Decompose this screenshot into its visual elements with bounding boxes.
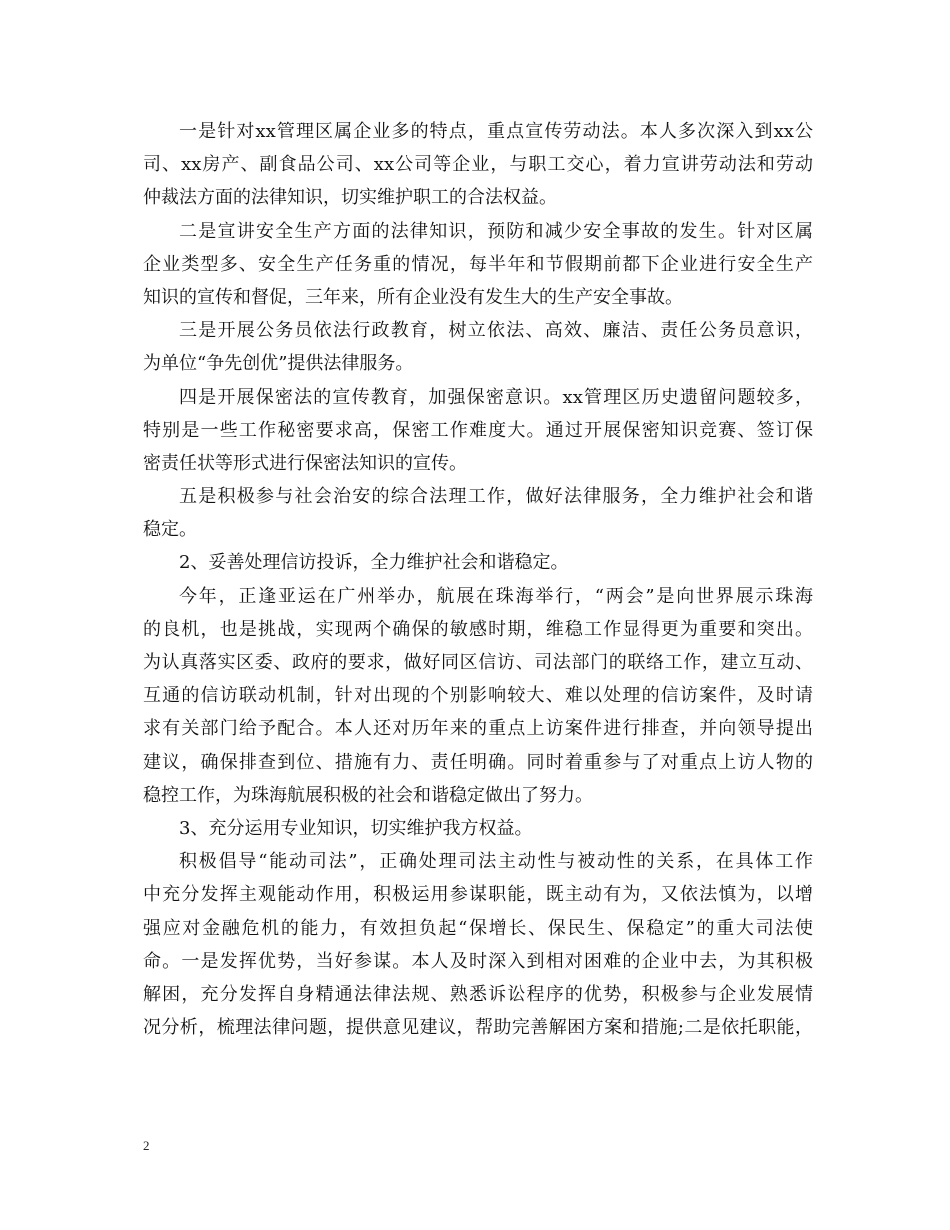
text-line: 四是开展保密法的宣传教育，加强保密意识。xx管理区历史遗留问题较多，: [179, 386, 813, 408]
text-line: 3、充分运用专业知识，切实维护我方权益。: [179, 817, 533, 839]
text-line: 建议，确保排查到位、措施有力、责任明确。同时着重参与了对重点上访人物的: [143, 751, 813, 773]
document-body: [143, 115, 813, 1044]
text-line: 的良机，也是挑战，实现两个确保的敏感时期，维稳工作显得更为重要和突出。: [143, 618, 813, 640]
text-line: 知识的宣传和督促，三年来，所有企业没有发生大的生产安全事故。: [143, 286, 683, 308]
text-line: 二是宣讲安全生产方面的法律知识，预防和减少安全事故的发生。针对区属: [179, 220, 813, 242]
text-line: 2、妥善处理信访投诉，全力维护社会和谐稳定。: [179, 552, 569, 574]
text-line: 为认真落实区委、政府的要求，做好同区信访、司法部门的联络工作，建立互动、: [143, 652, 813, 673]
text-line: 为单位“争先创优”提供法律服务。: [143, 353, 414, 375]
text-line: 企业类型多、安全生产任务重的情况，每半年和节假期前都下企业进行安全生产: [143, 253, 813, 275]
text-line: 稳定。: [143, 519, 197, 541]
text-line: 稳控工作，为珠海航展积极的社会和谐稳定做出了努力。: [143, 784, 593, 806]
text-line: 一是针对xx管理区属企业多的特点，重点宣传劳动法。本人多次深入到xx公: [179, 121, 813, 142]
text-line: 命。一是发挥优势，当好参谋。本人及时深入到相对困难的企业中去，为其积极: [143, 950, 813, 972]
text-line: 司、xx房产、副食品公司、xx公司等企业，与职工交心，着力宣讲劳动法和劳动: [143, 154, 813, 176]
text-line: 中充分发挥主观能动作用，积极运用参谋职能，既主动有为，又依法慎为，以增: [143, 884, 813, 906]
text-line: 三是开展公务员依法行政教育，树立依法、高效、廉洁、责任公务员意识，: [179, 320, 813, 342]
text-line: 积极倡导“能动司法”，正确处理司法主动性与被动性的关系，在具体工作: [179, 851, 813, 873]
text-line: 互通的信访联动机制，针对出现的个别影响较大、难以处理的信访案件，及时请: [143, 685, 813, 707]
text-line: 五是积极参与社会治安的综合法理工作，做好法律服务，全力维护社会和谐: [179, 486, 813, 508]
text-line: 特别是一些工作秘密要求高，保密工作难度大。通过开展保密知识竞赛、签订保: [143, 419, 813, 441]
text-line: 密责任状等形式进行保密法知识的宣传。: [143, 452, 467, 474]
text-line: 解困，充分发挥自身精通法律法规、熟悉诉讼程序的优势，积极参与企业发展情: [143, 983, 813, 1005]
text-line: 强应对金融危机的能力，有效担负起“保增长、保民生、保稳定”的重大司法使: [143, 917, 813, 939]
text-line: 求有关部门给予配合。本人还对历年来的重点上访案件进行排查，并向领导提出: [143, 718, 813, 740]
text-line: 况分析，梳理法律问题，提供意见建议，帮助完善解困方案和措施;二是依托职能，: [143, 1017, 813, 1039]
text-line: 仲裁法方面的法律知识，切实维护职工的合法权益。: [143, 187, 557, 209]
page-number: 2: [143, 1138, 150, 1153]
text-line: 今年，正逢亚运在广州举办，航展在珠海举行，“两会”是向世界展示珠海: [179, 585, 813, 607]
